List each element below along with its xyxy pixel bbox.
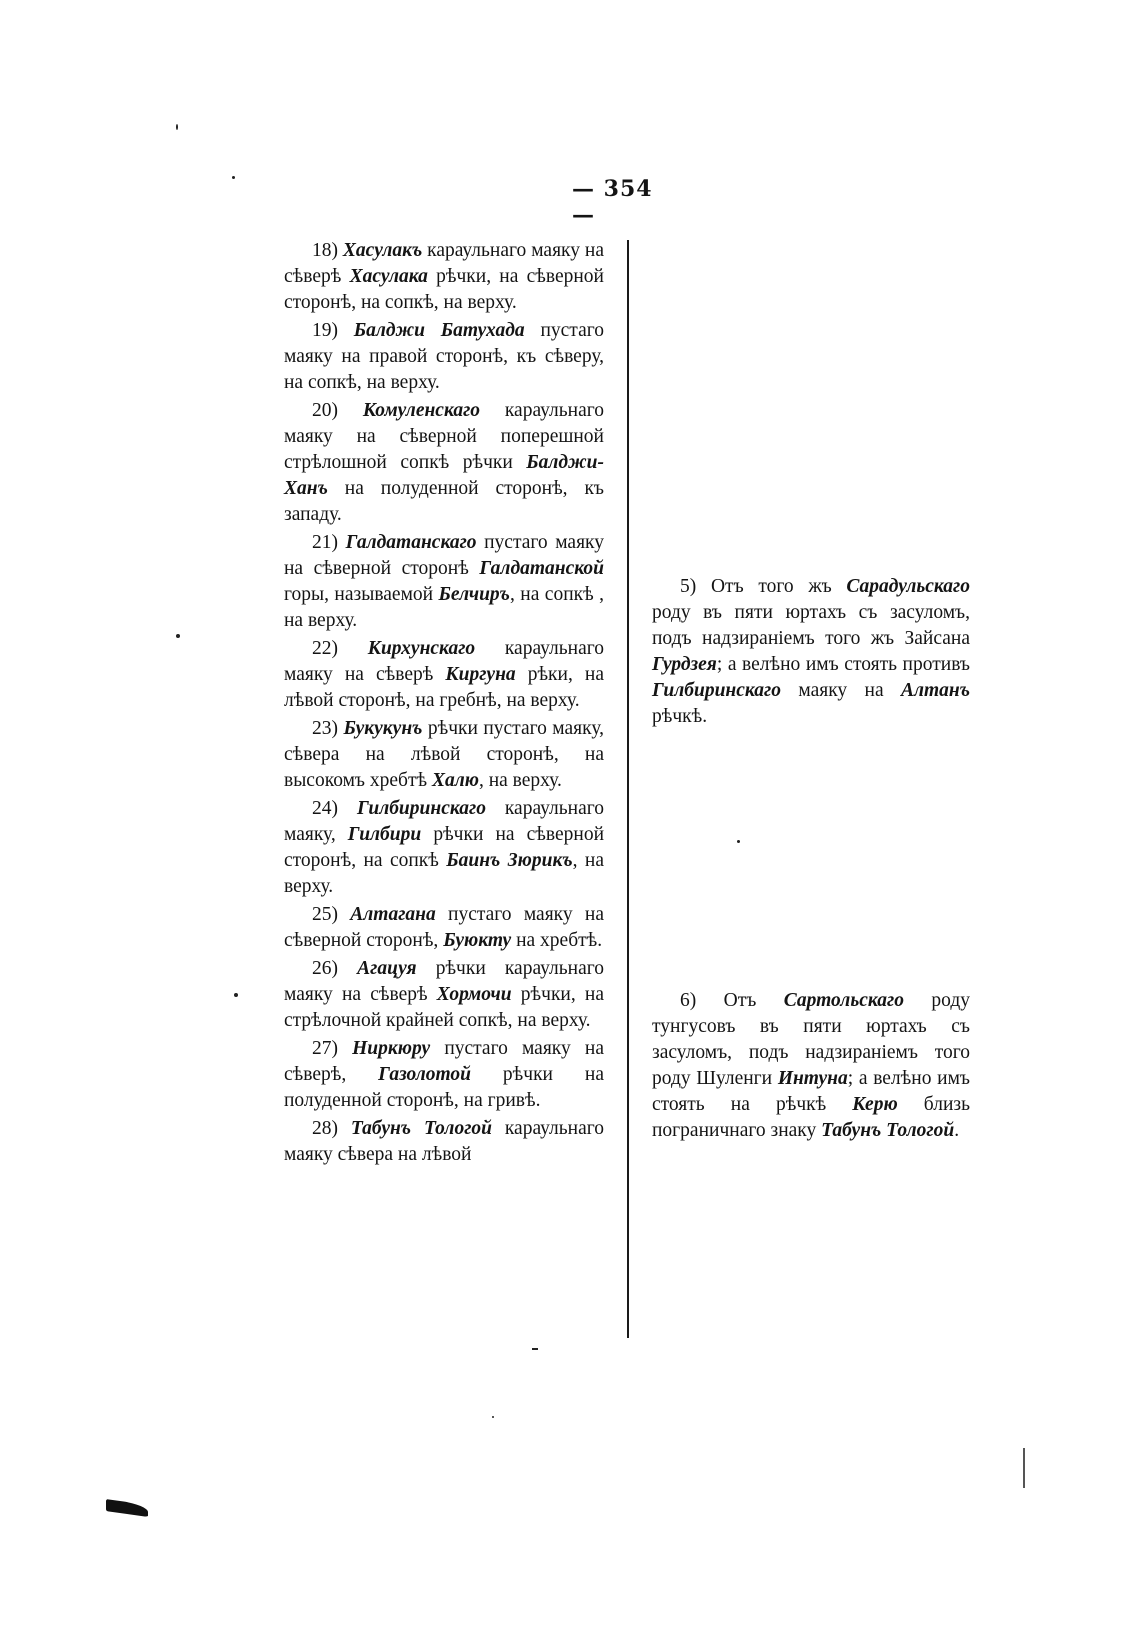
entry-text: на хребтѣ. (511, 930, 603, 951)
entry-paragraph (284, 716, 604, 794)
print-speck (492, 1416, 494, 1418)
place-name: Халю (431, 770, 479, 791)
print-speck (234, 993, 238, 997)
place-name: Гилбири (347, 824, 422, 845)
entry-text: , на сопкѣ , на верху. (284, 584, 605, 631)
place-name: Керю (852, 1094, 898, 1115)
place-name: Хормочи (436, 984, 512, 1005)
entry-number: 24) (312, 798, 357, 819)
place-name: Кирхунскаго (367, 638, 476, 659)
entry-paragraph (284, 796, 604, 900)
page-number: — 354 — (572, 176, 653, 228)
print-speck (176, 124, 178, 130)
entry-text: рѣчки пустаго маяку, сѣвера на лѣвой сторонѣ, на высокомъ хребтѣ (284, 718, 604, 791)
place-name: Галдатанскаго (345, 532, 477, 553)
entry-text: , на верху. (478, 770, 562, 791)
entry-number: 26) (312, 958, 358, 979)
entry-text: ; а велѣно имъ стоять на рѣчкѣ (652, 1068, 970, 1115)
print-speck (176, 634, 180, 638)
entry-text: караульнаго маяку, (284, 798, 605, 845)
entry-text: роду въ пяти юртахъ съ засуломъ, подъ надзираніемъ того жъ Зайсана (652, 602, 970, 649)
entry-text: Отъ того жъ (710, 576, 847, 597)
entry-text: на полуденной сторонѣ, къ западу. (284, 478, 604, 525)
entry-text: караульнаго маяку на сѣверной поперешной стрѣлошной сопкѣ рѣчки (284, 400, 605, 473)
place-name: Баинъ Зюрикъ (446, 850, 573, 871)
place-name: Табунъ Тологой (821, 1120, 955, 1141)
place-name: Белчиръ (438, 584, 510, 605)
entry-text: роду тунгусовъ въ пяти юртахъ съ засуломъ, подъ надзираніемъ того роду Шуленги (652, 990, 970, 1089)
entry-paragraph (284, 1116, 604, 1168)
entry-text: караульнаго маяку на сѣверѣ (284, 638, 605, 685)
entry-number: 5) (680, 576, 711, 597)
entry-number: 27) (312, 1038, 353, 1059)
entry-number: 25) (312, 904, 351, 925)
entry-text: пустаго маяку на сѣверѣ, (284, 1038, 604, 1085)
entry-text: караульнаго маяку сѣвера на лѣвой (284, 1118, 604, 1165)
page-edge-line (1023, 1448, 1025, 1488)
entry-number: 20) (312, 400, 363, 421)
entry-paragraph (284, 530, 604, 634)
entry-text: маяку на (781, 680, 901, 701)
right-entry-block (652, 574, 970, 732)
place-name: Газолотой (378, 1064, 472, 1085)
entry-paragraph (284, 636, 604, 714)
entry-number: 6) (680, 990, 724, 1011)
place-name: Киргуна (445, 664, 516, 685)
place-name: Балджи Батухада (353, 320, 525, 341)
entry-text: рѣчки, на сѣверной сторонѣ, на сопкѣ, на верху. (284, 266, 604, 313)
entry-text: ; а велѣно имъ стоять противъ (716, 654, 970, 675)
entry-number: 21) (312, 532, 346, 553)
column-divider (627, 240, 629, 1338)
entry-number: 19) (312, 320, 354, 341)
entry-paragraph (652, 574, 970, 730)
entry-paragraph (284, 1036, 604, 1114)
entry-text: пустаго маяку на сѣверной сторонѣ (284, 532, 604, 579)
place-name: Хасулака (349, 266, 428, 287)
entry-text: горы, называемой (284, 584, 439, 605)
entry-paragraph (284, 902, 604, 954)
place-name: Сарадульскаго (846, 576, 970, 597)
entry-text: караульнаго маяку на сѣверѣ (284, 240, 604, 287)
print-speck (532, 1348, 538, 1350)
place-name: Гилбиринскаго (652, 680, 782, 701)
entry-paragraph (284, 398, 604, 528)
place-name: Интуна (777, 1068, 848, 1089)
print-speck (737, 840, 740, 843)
place-name: Алтагана (350, 904, 436, 925)
right-entry-block (652, 988, 970, 1146)
place-name: Гурдзея (652, 654, 717, 675)
entry-text: пустаго маяку на сѣверной сторонѣ, (284, 904, 604, 951)
entry-text: . (954, 1120, 960, 1141)
entry-text: рѣчкѣ. (652, 706, 708, 727)
place-name: Сартольскаго (783, 990, 904, 1011)
place-name: Табунъ Тологой (350, 1118, 492, 1139)
place-name: Гилбиринскаго (356, 798, 486, 819)
entry-text: рѣчки на полуденной сторонѣ, на гривѣ. (284, 1064, 604, 1111)
entry-number: 23) (312, 718, 344, 739)
place-name: Галдатанской (479, 558, 604, 579)
entry-text: пустаго маяку на правой сторонѣ, къ сѣверу, на сопкѣ, на верху. (284, 320, 604, 393)
print-speck (232, 176, 235, 179)
place-name: Букукунъ (343, 718, 423, 739)
entry-paragraph (284, 238, 604, 316)
place-name: Хасулакъ (342, 240, 423, 261)
entry-paragraph (284, 318, 604, 396)
place-name: Буюкту (443, 930, 512, 951)
entry-paragraph (652, 988, 970, 1144)
entry-paragraph (284, 956, 604, 1034)
entry-number: 18) (312, 240, 343, 261)
entry-text: рѣки, на лѣвой сторонѣ, на гребнѣ, на верху. (284, 664, 605, 711)
left-column (284, 238, 604, 1170)
entry-number: 22) (312, 638, 368, 659)
entry-text: рѣчки караульнаго маяку на сѣверѣ (284, 958, 604, 1005)
page-edge-mark (106, 1499, 148, 1517)
place-name: Агацуя (357, 958, 417, 979)
entry-text: рѣчки, на стрѣлочной крайней сопкѣ, на верху. (284, 984, 604, 1031)
entry-text: , на верху. (284, 850, 604, 897)
entry-text: Отъ (723, 990, 784, 1011)
entry-number: 28) (312, 1118, 351, 1139)
place-name: Комуленскаго (362, 400, 481, 421)
place-name: Ниркюру (352, 1038, 431, 1059)
place-name: Балджи-Ханъ (284, 452, 604, 499)
place-name: Алтанъ (900, 680, 970, 701)
entry-text: близь пограничнаго знаку (652, 1094, 970, 1141)
entry-text: рѣчки на сѣверной сторонѣ, на сопкѣ (284, 824, 604, 871)
